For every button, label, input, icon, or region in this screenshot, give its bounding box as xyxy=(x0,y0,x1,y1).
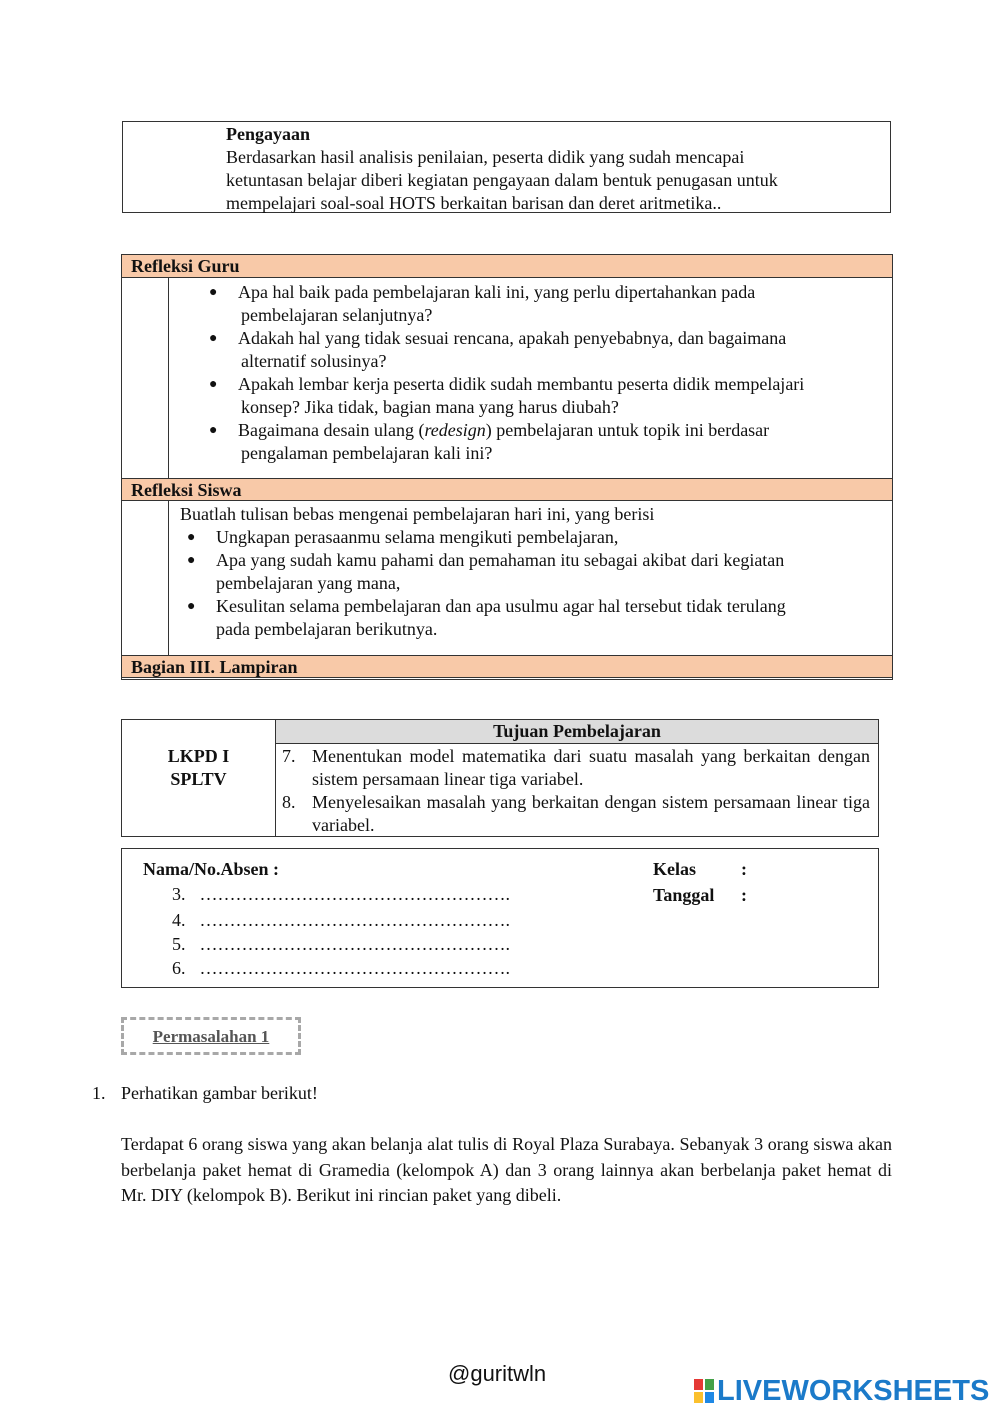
list-item: ● Kesulitan selama pembelajaran dan apa usulmu agar hal tersebut tidak terulang pada pembelajaran berikutnya. xyxy=(187,596,786,639)
tanggal-colon: : xyxy=(741,885,747,905)
logo-square xyxy=(705,1379,714,1390)
logo-square xyxy=(694,1379,703,1390)
permasalahan-box xyxy=(121,1017,301,1055)
lkpd-topic: SPLTV xyxy=(170,769,227,789)
author-handle: @guritwln xyxy=(448,1361,547,1386)
kelas-label: Kelas xyxy=(653,859,696,879)
list-item: ● Adakah hal yang tidak sesuai rencana, apakah penyebabnya, dan bagaimana alternatif solusinya? xyxy=(209,328,787,371)
pengayaan-line: ketuntasan belajar diberi kegiatan pengayaan dalam bentuk penugasan untuk xyxy=(226,170,778,190)
list-item: ● Apa hal baik pada pembelajaran kali ini, yang perlu dipertahankan pada pembelajaran selanjutnya? xyxy=(209,282,756,325)
pengayaan-title: Pengayaan xyxy=(226,124,311,144)
column-divider xyxy=(168,278,169,479)
nama-row[interactable]: 5. ……………………………………………. xyxy=(172,934,510,954)
refleksi-siswa-header: Refleksi Siswa xyxy=(122,478,892,501)
lkpd-table xyxy=(121,719,879,837)
list-item: ● Apa yang sudah kamu pahami dan pemahaman itu sebagai akibat dari kegiatan pembelajaran yang mana, xyxy=(187,550,785,593)
pengayaan-line: Berdasarkan hasil analisis penilaian, peserta didik yang sudah mencapai xyxy=(226,147,745,167)
question-number: 1. xyxy=(92,1083,106,1103)
nama-row[interactable]: 4. ……………………………………………. xyxy=(172,910,510,930)
liveworksheets-brand: LIVEWORKSHEETS xyxy=(717,1374,990,1407)
refleksi-siswa-list xyxy=(187,526,887,641)
logo-square xyxy=(705,1392,714,1403)
pengayaan-box xyxy=(122,121,891,213)
liveworksheets-logo[interactable] xyxy=(693,1375,989,1407)
nama-label: Nama/No.Absen : xyxy=(143,859,280,879)
column-divider xyxy=(168,501,169,656)
lkpd-label-cell xyxy=(122,720,276,836)
question-paragraph: Terdapat 6 orang siswa yang akan belanja alat tulis di Royal Plaza Surabaya. Sebanyak 3 orang siswa akan berbelanja paket hemat di Gramedia (kelompok A) dan 3 orang lainnya akan berbelanja paket hemat di Mr. DIY (kelompok B). Berikut ini rincian paket yang dibeli. xyxy=(121,1134,892,1205)
identity-box xyxy=(121,848,879,988)
nama-row[interactable]: 3. ……………………………………………. xyxy=(172,884,510,904)
kelas-colon: : xyxy=(741,859,747,879)
refleksi-siswa-intro: Buatlah tulisan bebas mengenai pembelajaran hari ini, yang berisi xyxy=(180,504,655,524)
tanggal-label: Tanggal xyxy=(653,885,715,905)
refleksi-guru-header: Refleksi Guru xyxy=(122,255,892,278)
list-item: ● Bagaimana desain ulang (redesign) pembelajaran untuk topik ini berdasar pengalaman pembelajaran kali ini? xyxy=(209,420,770,463)
question-text: Perhatikan gambar berikut! xyxy=(121,1083,318,1103)
refleksi-guru-list xyxy=(209,281,879,465)
nama-row[interactable]: 6. ……………………………………………. xyxy=(172,958,510,978)
lampiran-header: Bagian III. Lampiran xyxy=(122,655,892,678)
list-item: 8. Menyelesaikan masalah yang berkaitan dengan sistem persamaan linear tiga variabel. xyxy=(282,792,870,835)
lkpd-label: LKPD I xyxy=(167,746,230,766)
permasalahan-title: Permasalahan 1 xyxy=(152,1027,270,1046)
list-item: ● Ungkapan perasaanmu selama mengikuti pembelajaran, xyxy=(187,527,619,547)
liveworksheets-icon xyxy=(693,1378,715,1404)
tujuan-list xyxy=(282,745,870,837)
list-item: 7. Menentukan model matematika dari suatu masalah yang berkaitan dengan sistem persamaan linear tiga variabel. xyxy=(282,746,870,789)
tanggal-field[interactable] xyxy=(755,884,865,907)
logo-square xyxy=(694,1392,703,1403)
kelas-field[interactable] xyxy=(755,858,865,881)
pengayaan-line: mempelajari soal-soal HOTS berkaitan barisan dan deret aritmetika.. xyxy=(226,193,722,213)
refleksi-table xyxy=(121,254,893,680)
list-item: ● Apakah lembar kerja peserta didik sudah membantu peserta didik mempelajari konsep? Jika tidak, bagian mana yang harus diubah? xyxy=(209,374,805,417)
tujuan-header: Tujuan Pembelajaran xyxy=(276,720,878,744)
